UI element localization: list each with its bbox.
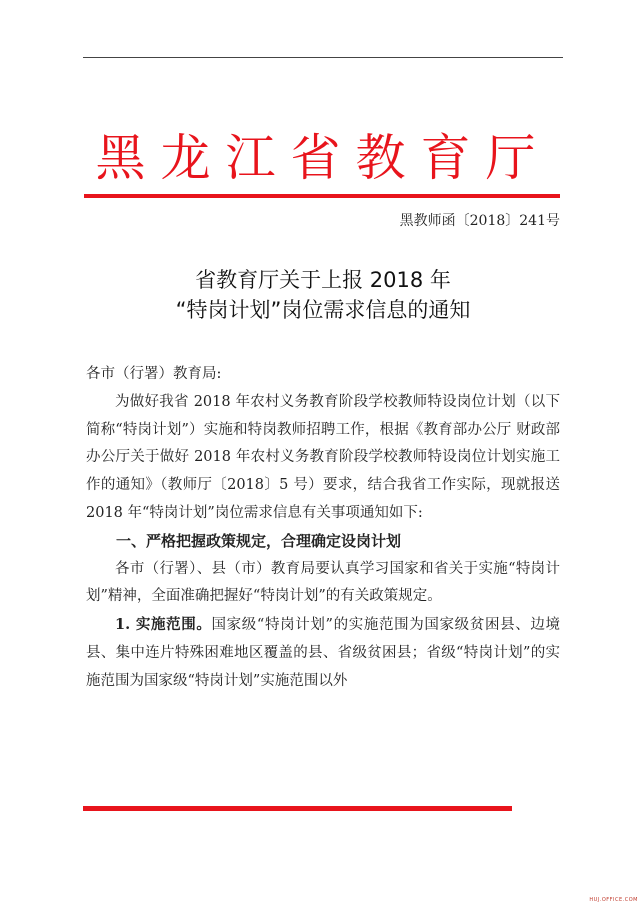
document-number: 黑教师函〔2018〕241号 <box>399 213 560 229</box>
item-1 <box>86 611 560 695</box>
document-title <box>83 265 563 325</box>
top-divider <box>83 57 563 58</box>
watermark: HUJ.OFFICE.COM <box>589 897 638 903</box>
title-line-1: 省教育厅关于上报 2018 年 <box>195 268 451 292</box>
item-1-text: 国家级“特岗计划”的实施范围为国家级贫困县、边境县、集中连片特殊困难地区覆盖的县、省级贫困县；省级“特岗计划”的实施范围为国家级“特岗计划”实施范围以外 <box>86 617 560 689</box>
document-body <box>86 361 560 696</box>
issuer-masthead: 黑龙江省教育厅 <box>95 129 551 187</box>
item-1-label: 1. 实施范围。 <box>115 616 212 634</box>
red-divider-bottom <box>83 806 512 811</box>
section-heading-1: 一、严格把握政策规定，合理确定设岗计划 <box>116 531 402 550</box>
red-divider-top <box>84 194 560 198</box>
salutation: 各市（行署）教育局: <box>86 366 222 382</box>
paragraph-intro: 为做好我省 2018 年农村义务教育阶段学校教师特设岗位计划（以下简称“特岗计划”）实施和特岗教师招聘工作，根据《教育部办公厅 财政部办公厅关于做好 2018 年农村义务教育阶段学校教师特设岗位计划实施工作的通知》（教师厅〔2018〕5 号）要求，结合我省工作实际，现就报送 2018 年“特岗计划”岗位需求信息有关事项通知如下: <box>86 393 560 521</box>
paragraph-policy: 各市（行署）、县（市）教育局要认真学习国家和省关于实施“特岗计划”精神，全面准确把握好“特岗计划”的有关政策规定。 <box>86 560 560 605</box>
title-line-2: “特岗计划”岗位需求信息的通知 <box>175 298 471 322</box>
